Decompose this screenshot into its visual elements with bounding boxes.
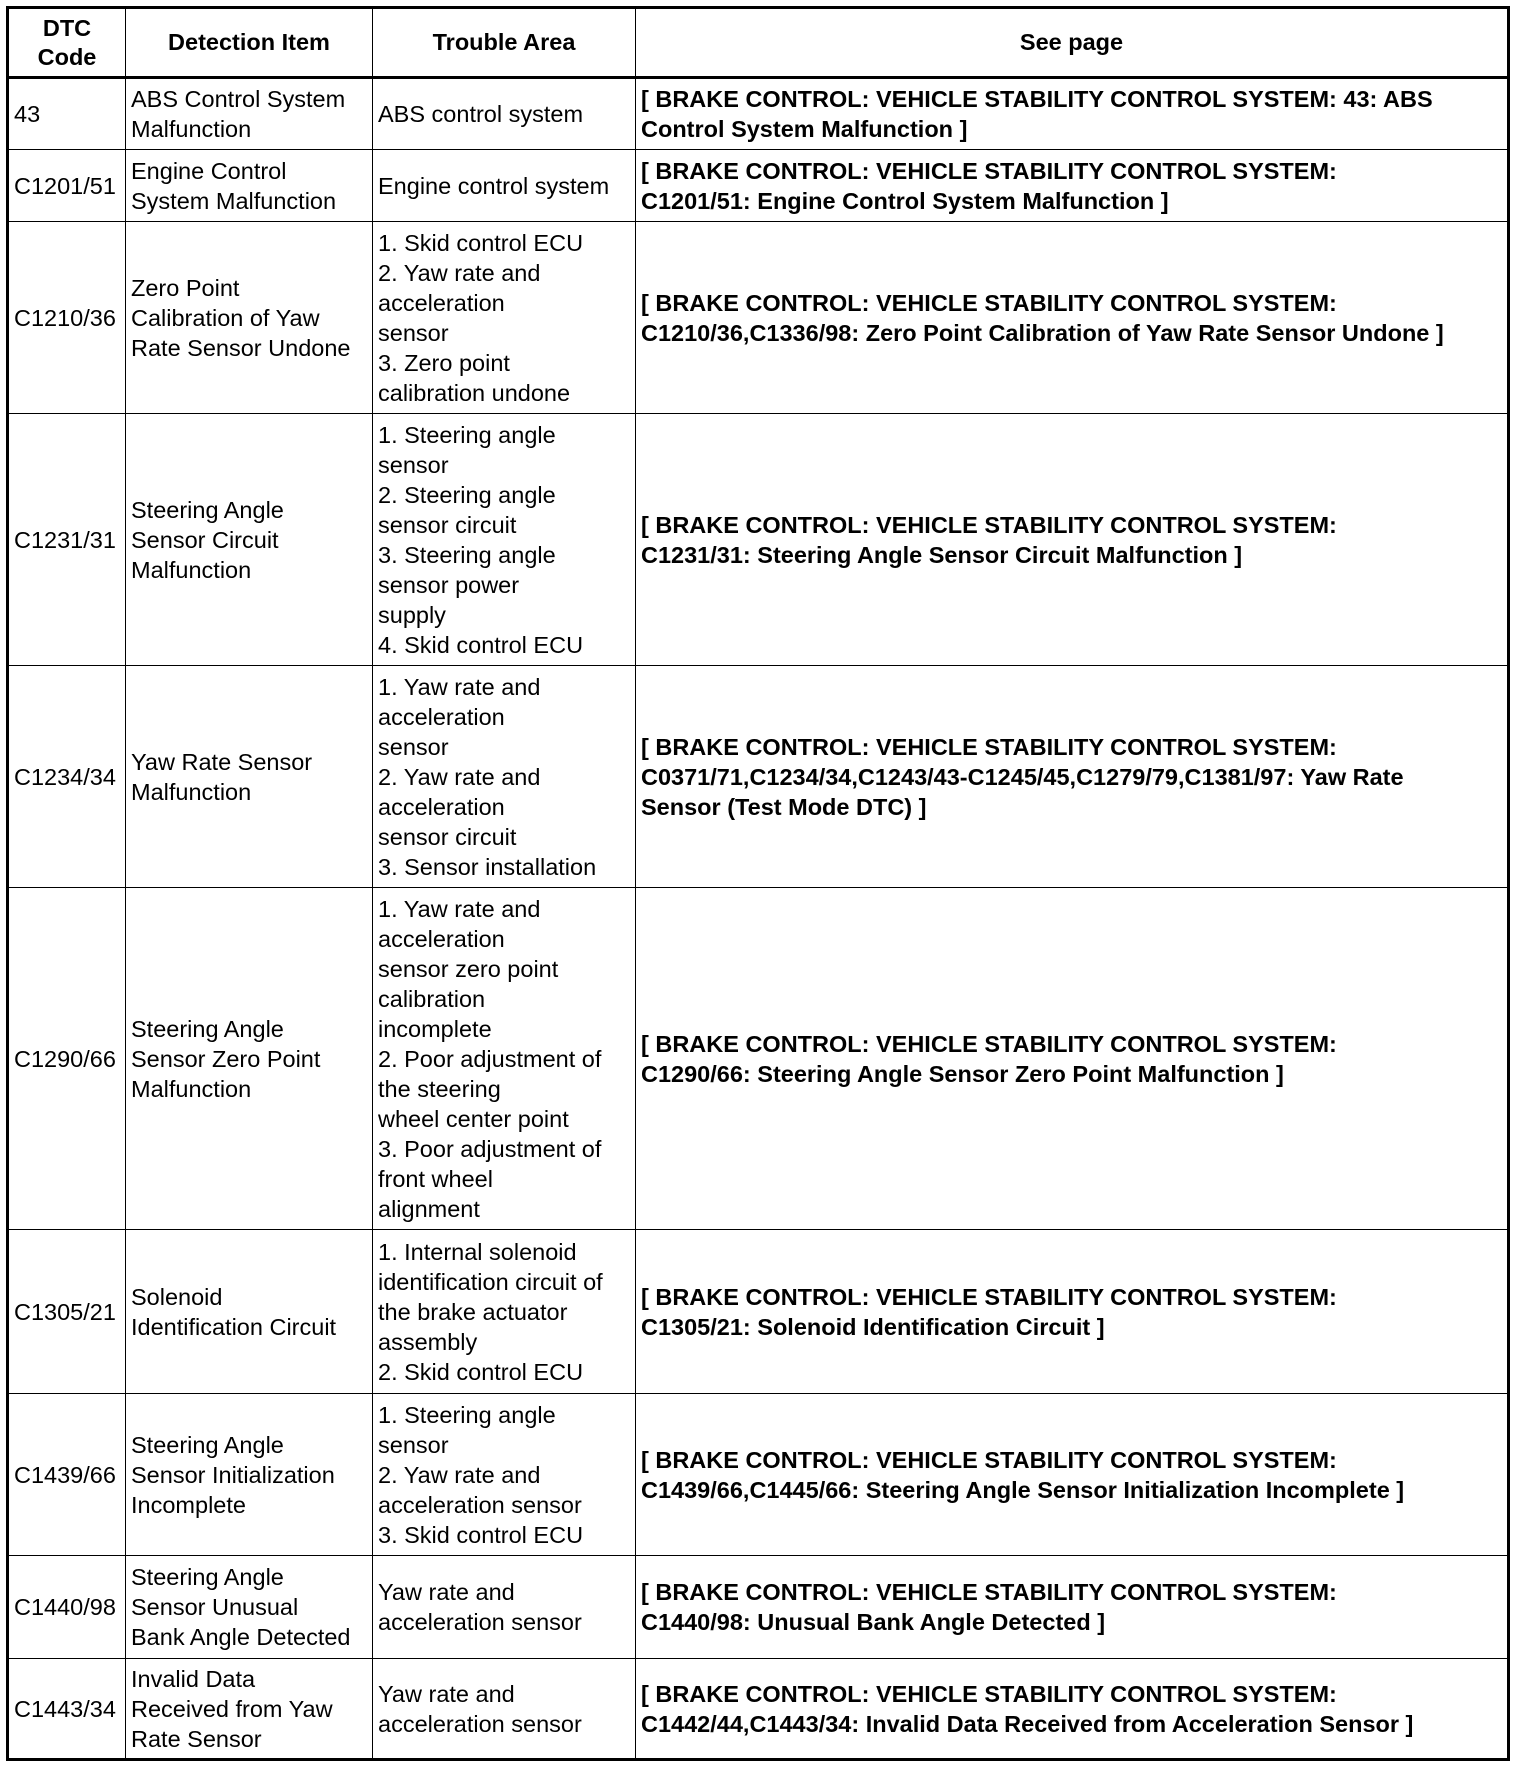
see-page-link[interactable]: [ BRAKE CONTROL: VEHICLE STABILITY CONTROL SYSTEM: C1440/98: Unusual Bank Angle Detected ]	[636, 1556, 1509, 1659]
detection-item-cell: Steering Angle Sensor Unusual Bank Angle Detected	[126, 1556, 373, 1659]
see-page-link[interactable]: [ BRAKE CONTROL: VEHICLE STABILITY CONTROL SYSTEM: C1442/44,C1443/34: Invalid Data Received from Acceleration Sensor ]	[636, 1659, 1509, 1760]
see-page-link[interactable]: [ BRAKE CONTROL: VEHICLE STABILITY CONTROL SYSTEM: C1210/36,C1336/98: Zero Point Calibration of Yaw Rate Sensor Undone ]	[636, 222, 1509, 414]
dtc-code-cell: C1440/98	[8, 1556, 126, 1659]
table-row	[8, 150, 1509, 222]
trouble-area-cell: 1. Skid control ECU 2. Yaw rate and acceleration sensor 3. Zero point calibration undone	[373, 222, 636, 414]
table-row	[8, 1659, 1509, 1760]
see-page-link[interactable]: [ BRAKE CONTROL: VEHICLE STABILITY CONTROL SYSTEM: C1439/66,C1445/66: Steering Angle Sensor Initialization Incomplete ]	[636, 1394, 1509, 1556]
see-page-link[interactable]: [ BRAKE CONTROL: VEHICLE STABILITY CONTROL SYSTEM: C1231/31: Steering Angle Sensor Circuit Malfunction ]	[636, 414, 1509, 666]
dtc-code-cell: 43	[8, 78, 126, 150]
dtc-code-cell: C1305/21	[8, 1230, 126, 1394]
header-detection-item: Detection Item	[126, 8, 373, 78]
dtc-table	[6, 6, 1510, 1761]
trouble-area-cell: 1. Internal solenoid identification circuit of the brake actuator assembly 2. Skid control ECU	[373, 1230, 636, 1394]
trouble-area-cell: Yaw rate and acceleration sensor	[373, 1659, 636, 1760]
dtc-code-cell: C1234/34	[8, 666, 126, 888]
header-dtc-code: DTC Code	[8, 8, 126, 78]
detection-item-cell: Engine Control System Malfunction	[126, 150, 373, 222]
table-row	[8, 222, 1509, 414]
dtc-code-cell: C1210/36	[8, 222, 126, 414]
table-header	[8, 8, 1509, 78]
header-see-page: See page	[636, 8, 1509, 78]
detection-item-cell: ABS Control System Malfunction	[126, 78, 373, 150]
trouble-area-cell: 1. Yaw rate and acceleration sensor 2. Yaw rate and acceleration sensor circuit 3. Sensor installation	[373, 666, 636, 888]
see-page-link[interactable]: [ BRAKE CONTROL: VEHICLE STABILITY CONTROL SYSTEM: C1201/51: Engine Control System Malfunction ]	[636, 150, 1509, 222]
dtc-code-cell: C1439/66	[8, 1394, 126, 1556]
see-page-link[interactable]: [ BRAKE CONTROL: VEHICLE STABILITY CONTROL SYSTEM: 43: ABS Control System Malfunction ]	[636, 78, 1509, 150]
trouble-area-cell: 1. Steering angle sensor 2. Yaw rate and acceleration sensor 3. Skid control ECU	[373, 1394, 636, 1556]
detection-item-cell: Yaw Rate Sensor Malfunction	[126, 666, 373, 888]
table-row	[8, 1394, 1509, 1556]
header-trouble-area: Trouble Area	[373, 8, 636, 78]
trouble-area-cell: ABS control system	[373, 78, 636, 150]
trouble-area-cell: 1. Yaw rate and acceleration sensor zero point calibration incomplete 2. Poor adjustment of the steering wheel center point 3. Poor adjustment of front wheel alignment	[373, 888, 636, 1230]
detection-item-cell: Invalid Data Received from Yaw Rate Sensor	[126, 1659, 373, 1760]
dtc-code-cell: C1290/66	[8, 888, 126, 1230]
table-row	[8, 1230, 1509, 1394]
dtc-code-cell: C1443/34	[8, 1659, 126, 1760]
trouble-area-cell: Yaw rate and acceleration sensor	[373, 1556, 636, 1659]
table-row	[8, 888, 1509, 1230]
see-page-link[interactable]: [ BRAKE CONTROL: VEHICLE STABILITY CONTROL SYSTEM: C1290/66: Steering Angle Sensor Zero Point Malfunction ]	[636, 888, 1509, 1230]
trouble-area-cell: Engine control system	[373, 150, 636, 222]
table-row	[8, 1556, 1509, 1659]
table-row	[8, 666, 1509, 888]
table-row	[8, 78, 1509, 150]
table-row	[8, 414, 1509, 666]
see-page-link[interactable]: [ BRAKE CONTROL: VEHICLE STABILITY CONTROL SYSTEM: C1305/21: Solenoid Identification Circuit ]	[636, 1230, 1509, 1394]
trouble-area-cell: 1. Steering angle sensor 2. Steering angle sensor circuit 3. Steering angle sensor power supply 4. Skid control ECU	[373, 414, 636, 666]
detection-item-cell: Solenoid Identification Circuit	[126, 1230, 373, 1394]
see-page-link[interactable]: [ BRAKE CONTROL: VEHICLE STABILITY CONTROL SYSTEM: C0371/71,C1234/34,C1243/43-C1245/45,C1279/79,C1381/97: Yaw Rate Sensor (Test Mode DTC) ]	[636, 666, 1509, 888]
detection-item-cell: Steering Angle Sensor Circuit Malfunction	[126, 414, 373, 666]
table-body	[8, 78, 1509, 1760]
detection-item-cell: Zero Point Calibration of Yaw Rate Sensor Undone	[126, 222, 373, 414]
dtc-code-cell: C1201/51	[8, 150, 126, 222]
detection-item-cell: Steering Angle Sensor Zero Point Malfunction	[126, 888, 373, 1230]
dtc-code-cell: C1231/31	[8, 414, 126, 666]
detection-item-cell: Steering Angle Sensor Initialization Incomplete	[126, 1394, 373, 1556]
header-row	[8, 8, 1509, 78]
